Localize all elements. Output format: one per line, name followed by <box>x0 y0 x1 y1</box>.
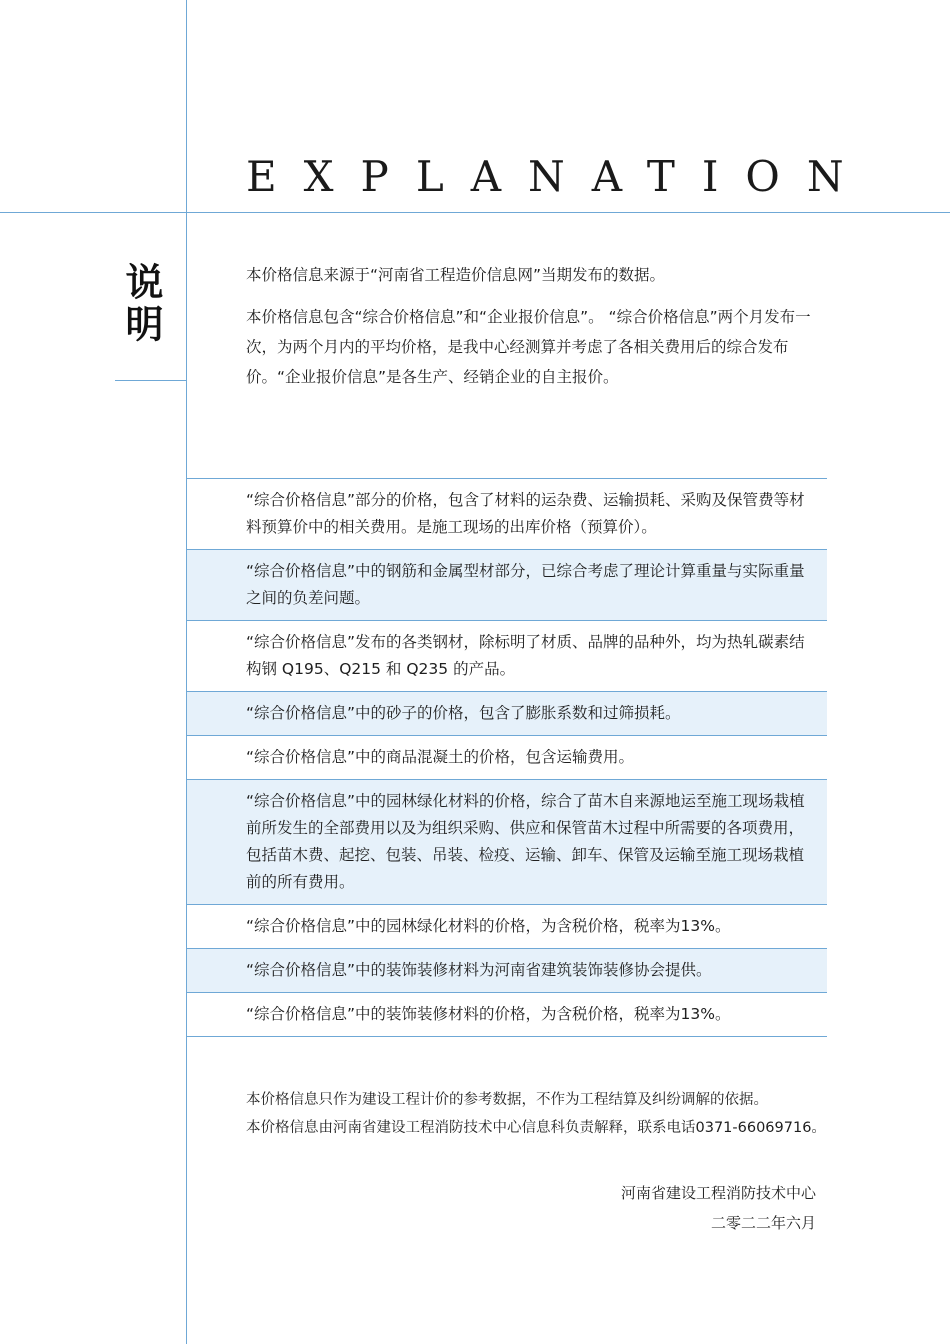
top-horizontal-rule <box>0 212 950 213</box>
intro-section <box>246 260 816 404</box>
note-item: “综合价格信息”中的园林绿化材料的价格，为含税价格，税率为13%。 <box>187 905 827 949</box>
notes-list <box>187 478 827 1037</box>
page-heading: EXPLANATION <box>246 152 871 201</box>
note-item: “综合价格信息”中的园林绿化材料的价格，综合了苗木自来源地运至施工现场栽植前所发生的全部费用以及为组织采购、供应和保管苗木过程中所需要的各项费用，包括苗木费、起挖、包装、吊装、检疫、运输、卸车、保管及运输至施工现场栽植前的所有费用。 <box>187 780 827 905</box>
footer-note: 本价格信息只作为建设工程计价的参考数据，不作为工程结算及纠纷调解的依据。 <box>246 1092 768 1108</box>
intro-paragraph: 本价格信息来源于“河南省工程造价信息网”当期发布的数据。 <box>246 266 666 284</box>
note-item: “综合价格信息”发布的各类钢材，除标明了材质、品牌的品种外，均为热轧碳素结构钢 Q195、Q215 和 Q235 的产品。 <box>187 621 827 692</box>
signature-org: 河南省建设工程消防技术中心 <box>620 1184 816 1202</box>
note-item: “综合价格信息”中的商品混凝土的价格，包含运输费用。 <box>187 736 827 780</box>
signature <box>621 1178 816 1238</box>
footer-note: 本价格信息由河南省建设工程消防技术中心信息科负责解释，联系电话0371-66069716。 <box>246 1120 826 1136</box>
signature-date: 二零二二年六月 <box>710 1214 816 1232</box>
intro-paragraph: 本价格信息包含“综合价格信息”和“企业报价信息”。 “综合价格信息”两个月发布一次，为两个月内的平均价格，是我中心经测算并考虑了各相关费用后的综合发布价。“企业报价信息”是各生产、经销企业的自主报价。 <box>246 308 811 386</box>
note-item: “综合价格信息”中的装饰装修材料为河南省建筑装饰装修协会提供。 <box>187 949 827 993</box>
note-item: “综合价格信息”部分的价格，包含了材料的运杂费、运输损耗、采购及保管费等材料预算价中的相关费用。是施工现场的出库价格（预算价）。 <box>187 479 827 550</box>
side-title: 说明 <box>119 262 163 346</box>
note-item: “综合价格信息”中的砂子的价格，包含了膨胀系数和过筛损耗。 <box>187 692 827 736</box>
footer-notes <box>246 1086 846 1142</box>
note-item: “综合价格信息”中的装饰装修材料的价格，为含税价格，税率为13%。 <box>187 993 827 1037</box>
side-title-underline <box>115 380 187 381</box>
note-item: “综合价格信息”中的钢筋和金属型材部分，已综合考虑了理论计算重量与实际重量之间的负差问题。 <box>187 550 827 621</box>
